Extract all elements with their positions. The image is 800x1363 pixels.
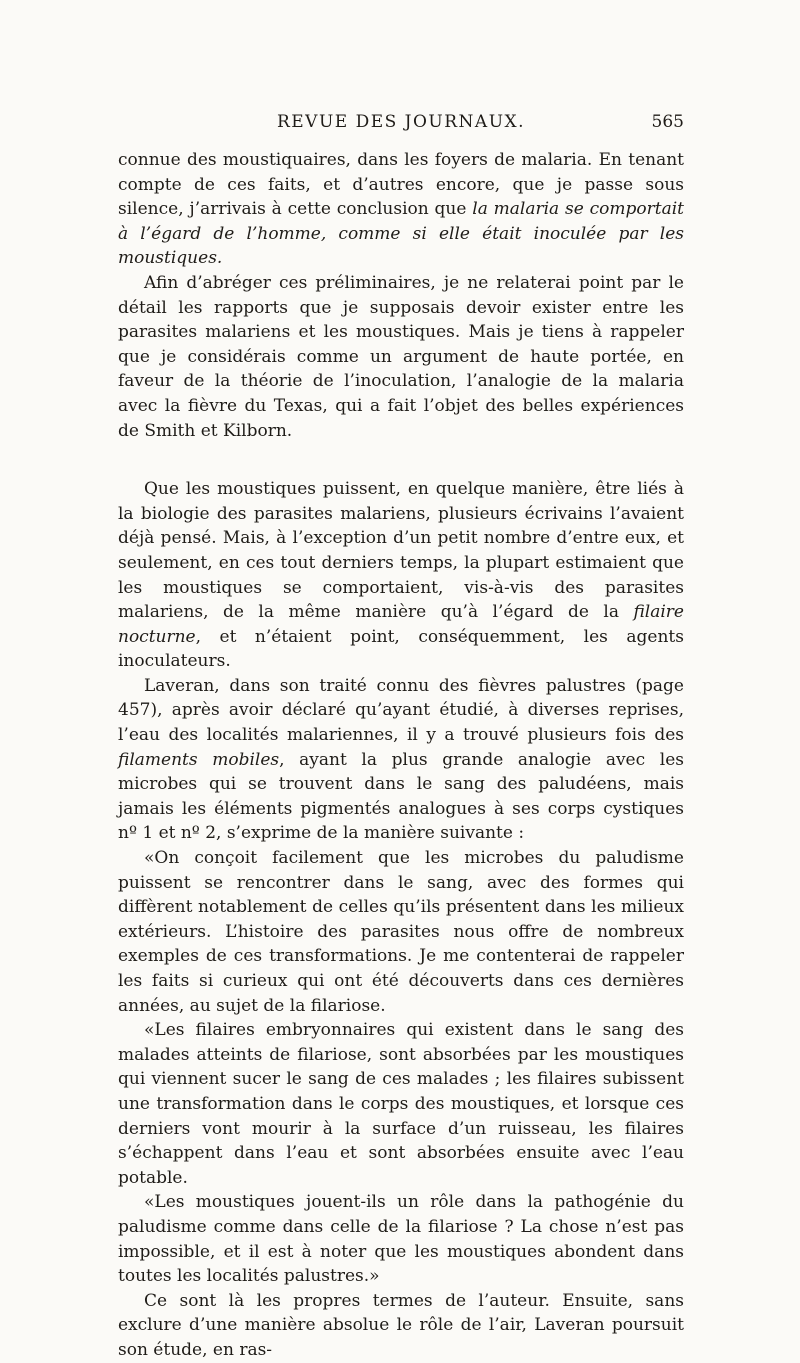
italic-emphasis: filaire nocturne [118,602,684,647]
italic-emphasis: la malaria se comportait à l’égard de l’homme, comme si elle était inoculée par les moustiques. [118,199,684,269]
quote-paragraph-1: «On conçoit facilement que les microbes du paludisme puissent se rencontrer dans le sang, avec des formes qui diffèrent notablement de celles qu’ils présentent dans les milieux extérieurs. L’histoire des parasites nous offre de nombreux exemples de ces transformations. Je me contenterai de rappeler les faits si curieux qui ont été découverts dans ces dernières années, au sujet de la filariose. [118,848,684,1016]
body-text [118,148,684,1363]
page-header [118,112,684,142]
paragraph-1: connue des moustiquaires, dans les foyers de malaria. En tenant compte de ces faits, et d’autres encore, que je passe sous silence, j’arrivais à cette conclusion que la malaria se comportait à l’égard de l’homme, comme si elle était inoculée par les moustiques. [118,150,684,269]
running-title: REVUE DES JOURNAUX. [276,112,526,132]
quote-paragraph-3: «Les moustiques jouent-ils un rôle dans la pathogénie du paludisme comme dans celle de la filariose ? La chose n’est pas impossible, et il est à noter que les moustiques abondent dans toutes les localités palustres.» [118,1192,684,1287]
italic-emphasis: filaments mobiles [118,749,280,770]
paragraph-final: Ce sont là les propres termes de l’auteur. Ensuite, sans exclure d’une manière absolue le rôle de l’air, Laveran poursuit son étude, en ras- [118,1290,684,1360]
quote-paragraph-2: «Les filaires embryonnaires qui existent dans le sang des malades atteints de filariose, sont absorbées par les moustiques qui viennent sucer le sang de ces malades ; les filaires subissent une transformation dans le corps des moustiques, et lorsque ces derniers vont mourir à la surface d’un ruisseau, les filaires s’échappent dans l’eau et sont absorbées ensuite avec l’eau potable. [118,1020,684,1188]
paragraph-2: Afin d’abréger ces préliminaires, je ne relaterai point par le détail les rapports que je supposais devoir exister entre les parasites malariens et les moustiques. Mais je tiens à rappeler que je considérais comme un argument de haute portée, en faveur de la théorie de l’inoculation, l’analogie de la malaria avec la fièvre du Texas, qui a fait l’objet des belles expériences de Smith et Kilborn. [118,272,684,441]
paragraph-3: Que les moustiques puissent, en quelque manière, être liés à la biologie des parasites malariens, plusieurs écrivains l’avaient déjà pensé. Mais, à l’exception d’un petit nombre d’entre eux, et seulement, en ces tout derniers temps, la plupart estimaient que les moustiques se comportaient, vis-à-vis des parasites malariens, de la même manière qu’à l’égard de la filaire nocturne, et n’étaient point, conséquemment, les agents inoculateurs. [118,479,684,672]
page-number: 565 [651,112,684,132]
paragraph-4: Laveran, dans son traité connu des fièvres palustres (page 457), après avoir déclaré qu’ayant étudié, à diverses reprises, l’eau des localités malariennes, il y a trouvé plusieurs fois des filaments mobiles, ayant la plus grande analogie avec les microbes qui se trouvent dans le sang des paludéens, mais jamais les éléments pigmentés analogues à ses corps cystiques nº 1 et nº 2, s’exprime de la manière suivante : [118,675,684,844]
